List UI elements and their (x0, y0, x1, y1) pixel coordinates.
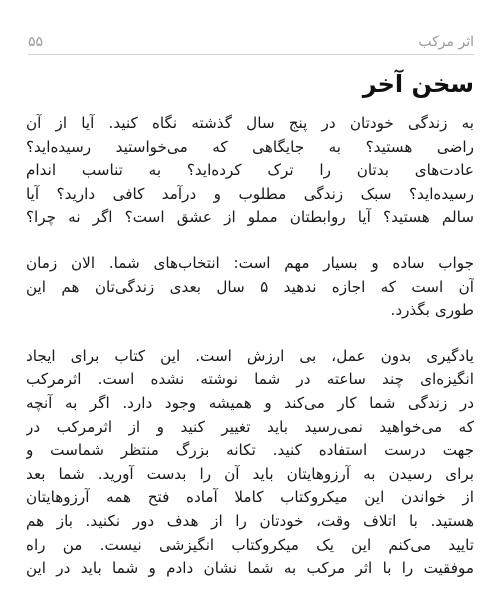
body-text (26, 112, 474, 603)
chapter-title: سخن آخر (362, 70, 474, 98)
text-line: هستید. با اتلاف وقت، خودتان را از هدف دور نکنید. باز هم (26, 511, 474, 530)
text-line: یادگیری بدون عمل، بی ارزش است. این کتاب برای ایجاد (26, 346, 474, 365)
text-line: تایید می‌کنم این یک میکروکتاب انگیزشی نیست. من راه (26, 535, 474, 554)
text-line: موفقیت را با اثر مرکب به شما نشان دادم و شما باید در این (26, 559, 474, 578)
page-header (28, 30, 474, 55)
text-line: به زندگی خودتان در پنج سال گذشته نگاه کنید. آیا از آن (26, 114, 474, 132)
text-line: سالم هستید؟ آیا روابطتان مملو از عشق است؟ اگر نه چرا؟ (26, 208, 474, 227)
page-number: ۵۵ (28, 34, 44, 50)
paragraph (26, 345, 474, 581)
text-line: جواب ساده و بسیار مهم است: انتخاب‌های شما. الان زمان (26, 253, 474, 272)
text-line: انگیزه‌ای چند ساعته در شما نوشته نشده است. اثرمرکب (26, 370, 474, 389)
text-line: طوری بگذرد. (390, 301, 474, 320)
paragraph (26, 252, 474, 323)
text-line: جهت درست استفاده کنید. تکانه بزرگ منتظر شماست و (26, 441, 474, 460)
text-line: از خواندن این میکروکتاب کاملا آماده فتح همه آرزوهایتان (26, 488, 474, 507)
text-line: برای رسیدن به آرزوهایتان باید آن را بدست آورید. شما بعد (26, 464, 474, 483)
text-line: راضی هستید؟ به جایگاهی که می‌خواستید رسیده‌اید؟ (26, 137, 474, 156)
text-line: عادت‌های بدتان را ترک کرده‌اید؟ به تناسب اندام (26, 161, 474, 180)
running-title: اثر مرکب (418, 34, 474, 50)
text-line: که می‌خواهید نمی‌رسید باید تغییر کنید و از اثرمرکب در (26, 417, 474, 436)
text-line: رسیده‌اید؟ سبک زندگی مطلوب و درآمد کافی دارید؟ آیا (26, 184, 474, 203)
text-line: آن است که اجازه ندهید ۵ سال بعدی زندگی‌تان هم این (26, 277, 474, 296)
text-line: در زندگی شما کار می‌کند و همیشه وجود دارد. اگر به آنچه (26, 393, 474, 412)
paragraph (26, 112, 474, 230)
